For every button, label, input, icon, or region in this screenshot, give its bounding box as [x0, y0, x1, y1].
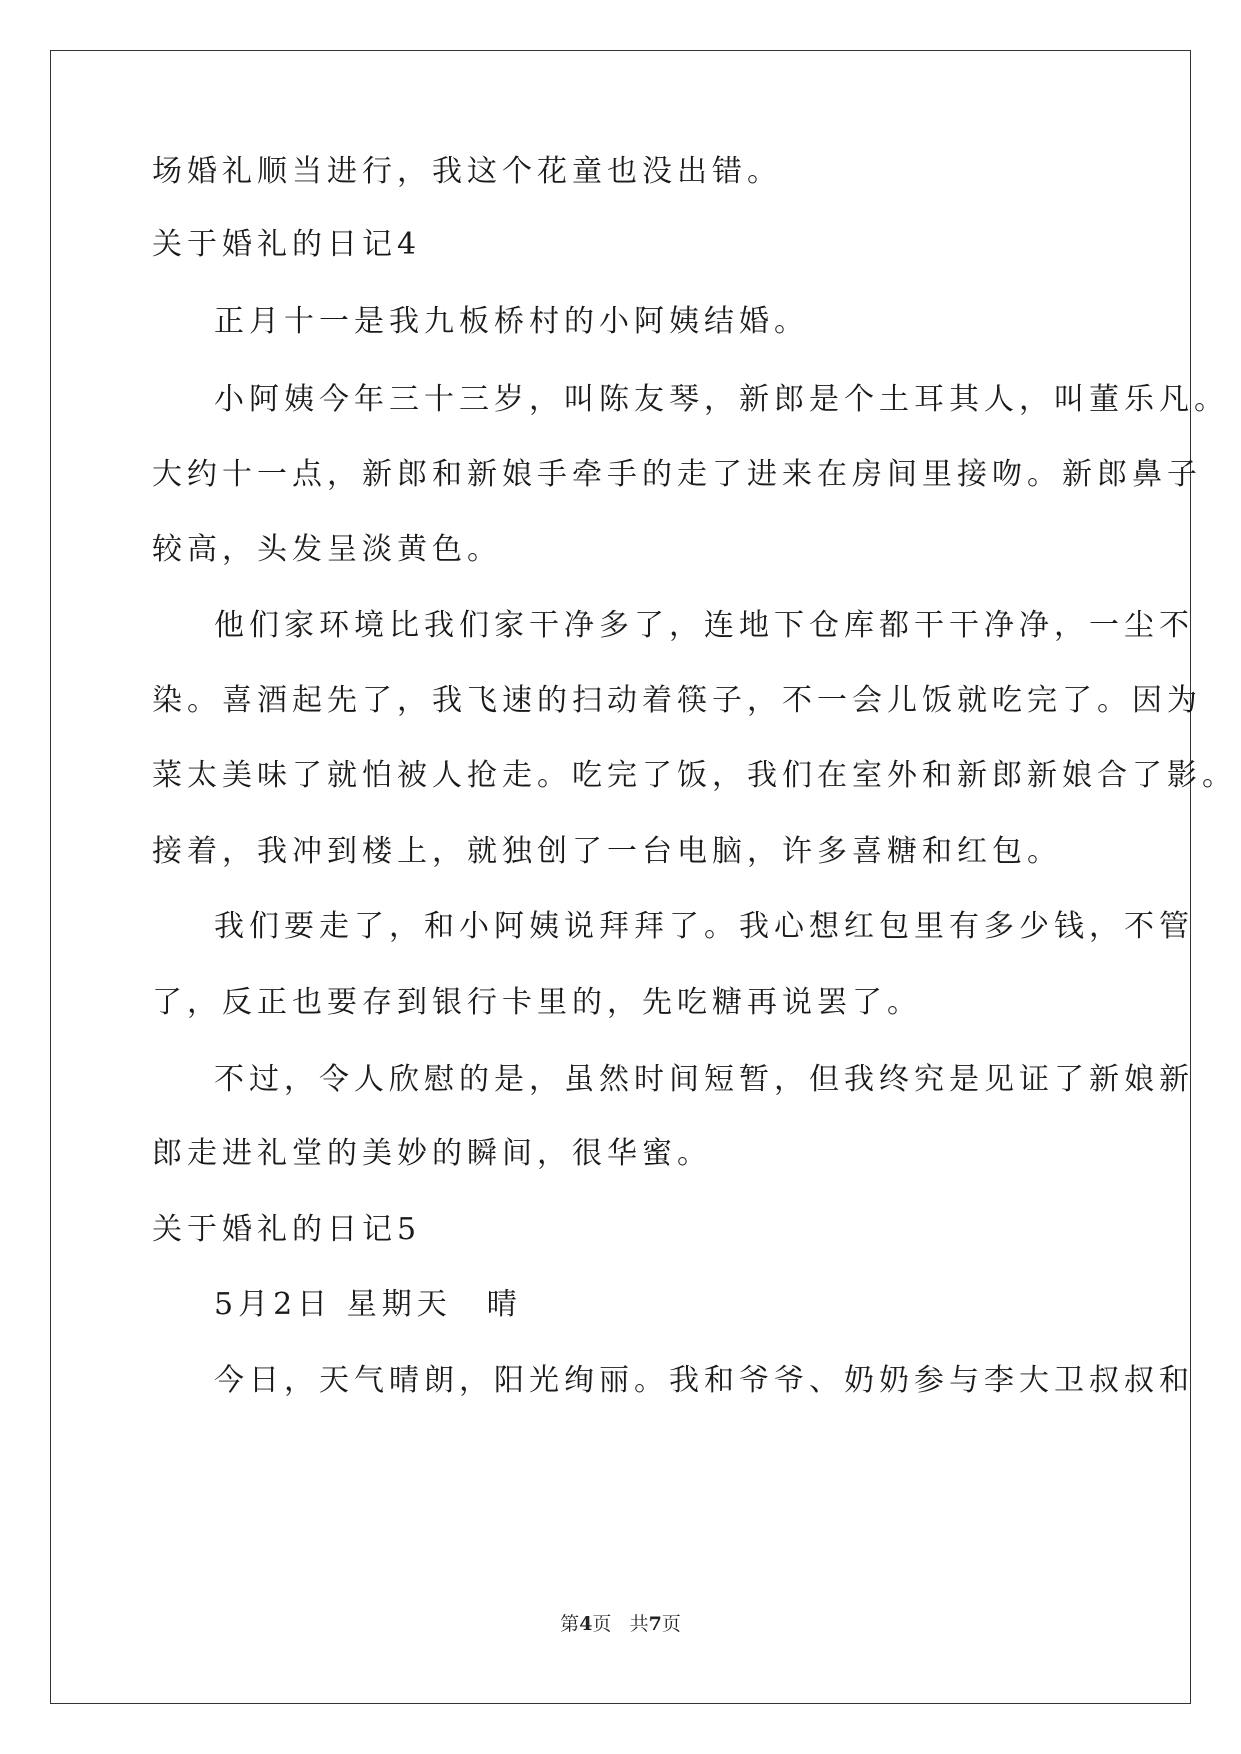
- text-line: 不过，令人欣慰的是，虽然时间短暂，但我终究是见证了新娘新: [214, 1062, 1194, 1097]
- footer-total-prefix: 共: [629, 1613, 649, 1635]
- text-line: 菜太美味了就怕被人抢走。吃完了饭，我们在室外和新郎新娘合了影。: [152, 758, 1237, 793]
- section-heading: 关于婚礼的日记4: [152, 227, 422, 262]
- current-page-number: 4: [579, 1613, 593, 1635]
- text-line: 郎走进礼堂的美妙的瞬间，很华蜜。: [152, 1136, 712, 1171]
- text-line: 他们家环境比我们家干净多了，连地下仓库都干干净净，一尘不: [214, 608, 1194, 643]
- text-line: 今日，天气晴朗，阳光绚丽。我和爷爷、奶奶参与李大卫叔叔和: [214, 1363, 1194, 1398]
- footer-prefix: 第: [560, 1613, 580, 1635]
- text-line: 了，反正也要存到银行卡里的，先吃糖再说罢了。: [152, 985, 922, 1020]
- text-line: 场婚礼顺当进行，我这个花童也没出错。: [152, 154, 782, 189]
- footer-total-suffix: 页: [661, 1613, 681, 1635]
- page-border: [50, 50, 1191, 1704]
- total-page-count: 7: [648, 1613, 662, 1635]
- page-footer: [0, 1611, 1241, 1637]
- text-line: 小阿姨今年三十三岁，叫陈友琴，新郎是个土耳其人，叫董乐凡。: [214, 382, 1229, 417]
- footer-page-suffix: 页: [592, 1613, 612, 1635]
- text-line: 较高，头发呈淡黄色。: [152, 532, 502, 567]
- section-heading: 关于婚礼的日记5: [152, 1212, 422, 1247]
- text-line: 我们要走了，和小阿姨说拜拜了。我心想红包里有多少钱，不管: [214, 909, 1194, 944]
- text-line: 接着，我冲到楼上，就独创了一台电脑，许多喜糖和红包。: [152, 834, 1062, 869]
- text-line: 染。喜酒起先了，我飞速的扫动着筷子，不一会儿饭就吃完了。因为: [152, 683, 1202, 718]
- text-line: 正月十一是我九板桥村的小阿姨结婚。: [214, 304, 809, 339]
- date-line: 5月2日 星期天 晴: [214, 1287, 522, 1322]
- text-line: 大约十一点，新郎和新娘手牵手的走了进来在房间里接吻。新郎鼻子: [152, 457, 1202, 492]
